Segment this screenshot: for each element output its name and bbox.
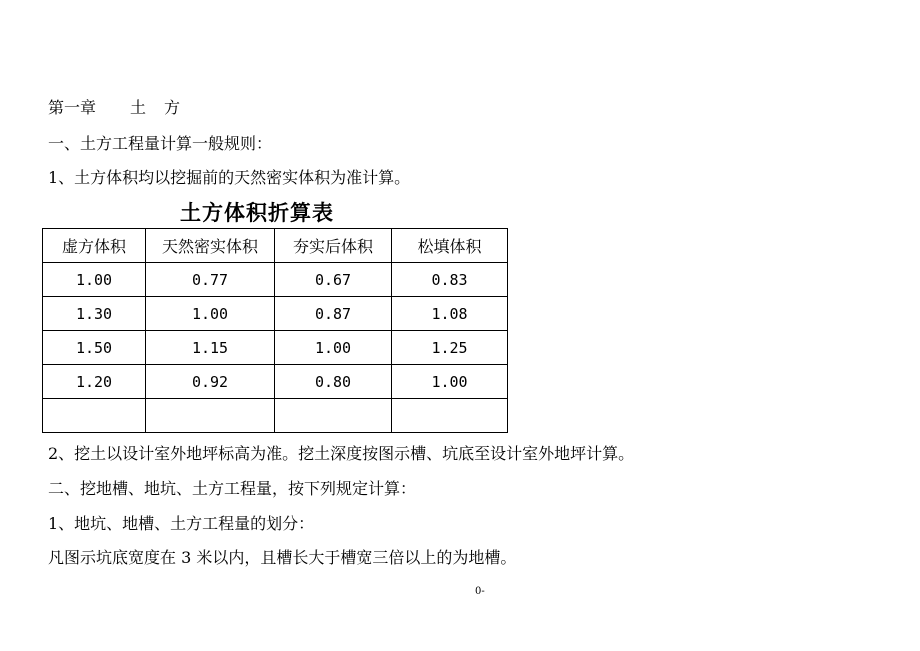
table-header-cell: 虚方体积 (43, 229, 146, 263)
table-cell (275, 399, 392, 433)
table-cell: 1.00 (275, 331, 392, 365)
chapter-number: 第一章 (48, 98, 97, 117)
table-cell: 0.67 (275, 263, 392, 297)
section-1-heading: 一、土方工程量计算一般规则： (48, 134, 273, 153)
table-header-cell: 松填体积 (392, 229, 508, 263)
table-row (43, 263, 508, 297)
table-cell (146, 399, 275, 433)
table-cell: 1.20 (43, 365, 146, 399)
table-cell: 1.00 (392, 365, 508, 399)
table-cell: 1.15 (146, 331, 275, 365)
table-cell: 0.92 (146, 365, 275, 399)
table-header-cell: 天然密实体积 (146, 229, 275, 263)
table-row-empty (43, 399, 508, 433)
table-cell: 0.83 (392, 263, 508, 297)
rule-item-1: 1、土方体积均以挖掘前的天然密实体积为准计算。 (48, 168, 411, 187)
chapter-title-char-2: 方 (164, 98, 181, 117)
table-cell: 1.00 (146, 297, 275, 331)
section-2-paragraph: 凡图示坑底宽度在 3 米以内，且槽长大于槽宽三倍以上的为地槽。 (48, 548, 517, 567)
table-header-cell: 夯实后体积 (275, 229, 392, 263)
table-cell: 1.30 (43, 297, 146, 331)
table-row (43, 331, 508, 365)
table-cell: 1.08 (392, 297, 508, 331)
table-cell (43, 399, 146, 433)
table-row (43, 365, 508, 399)
chapter-heading (48, 98, 180, 118)
rule-item-2: 2、挖土以设计室外地坪标高为准。挖土深度按图示槽、坑底至设计室外地坪计算。 (48, 444, 635, 463)
table-cell (392, 399, 508, 433)
table-title: 土方体积折算表 (180, 201, 334, 225)
section-2-heading: 二、挖地槽、地坑、土方工程量，按下列规定计算： (48, 479, 417, 498)
table-row (43, 297, 508, 331)
table-header-row (43, 229, 508, 263)
table-cell: 1.00 (43, 263, 146, 297)
table-cell: 1.25 (392, 331, 508, 365)
section-2-item-1: 1、地坑、地槽、土方工程量的划分： (48, 514, 315, 533)
page-number: 0- (475, 586, 485, 597)
table-cell: 1.50 (43, 331, 146, 365)
table-cell: 0.80 (275, 365, 392, 399)
chapter-title-char-1: 土 (130, 98, 147, 117)
volume-conversion-table (42, 228, 508, 433)
table-cell: 0.77 (146, 263, 275, 297)
table-cell: 0.87 (275, 297, 392, 331)
